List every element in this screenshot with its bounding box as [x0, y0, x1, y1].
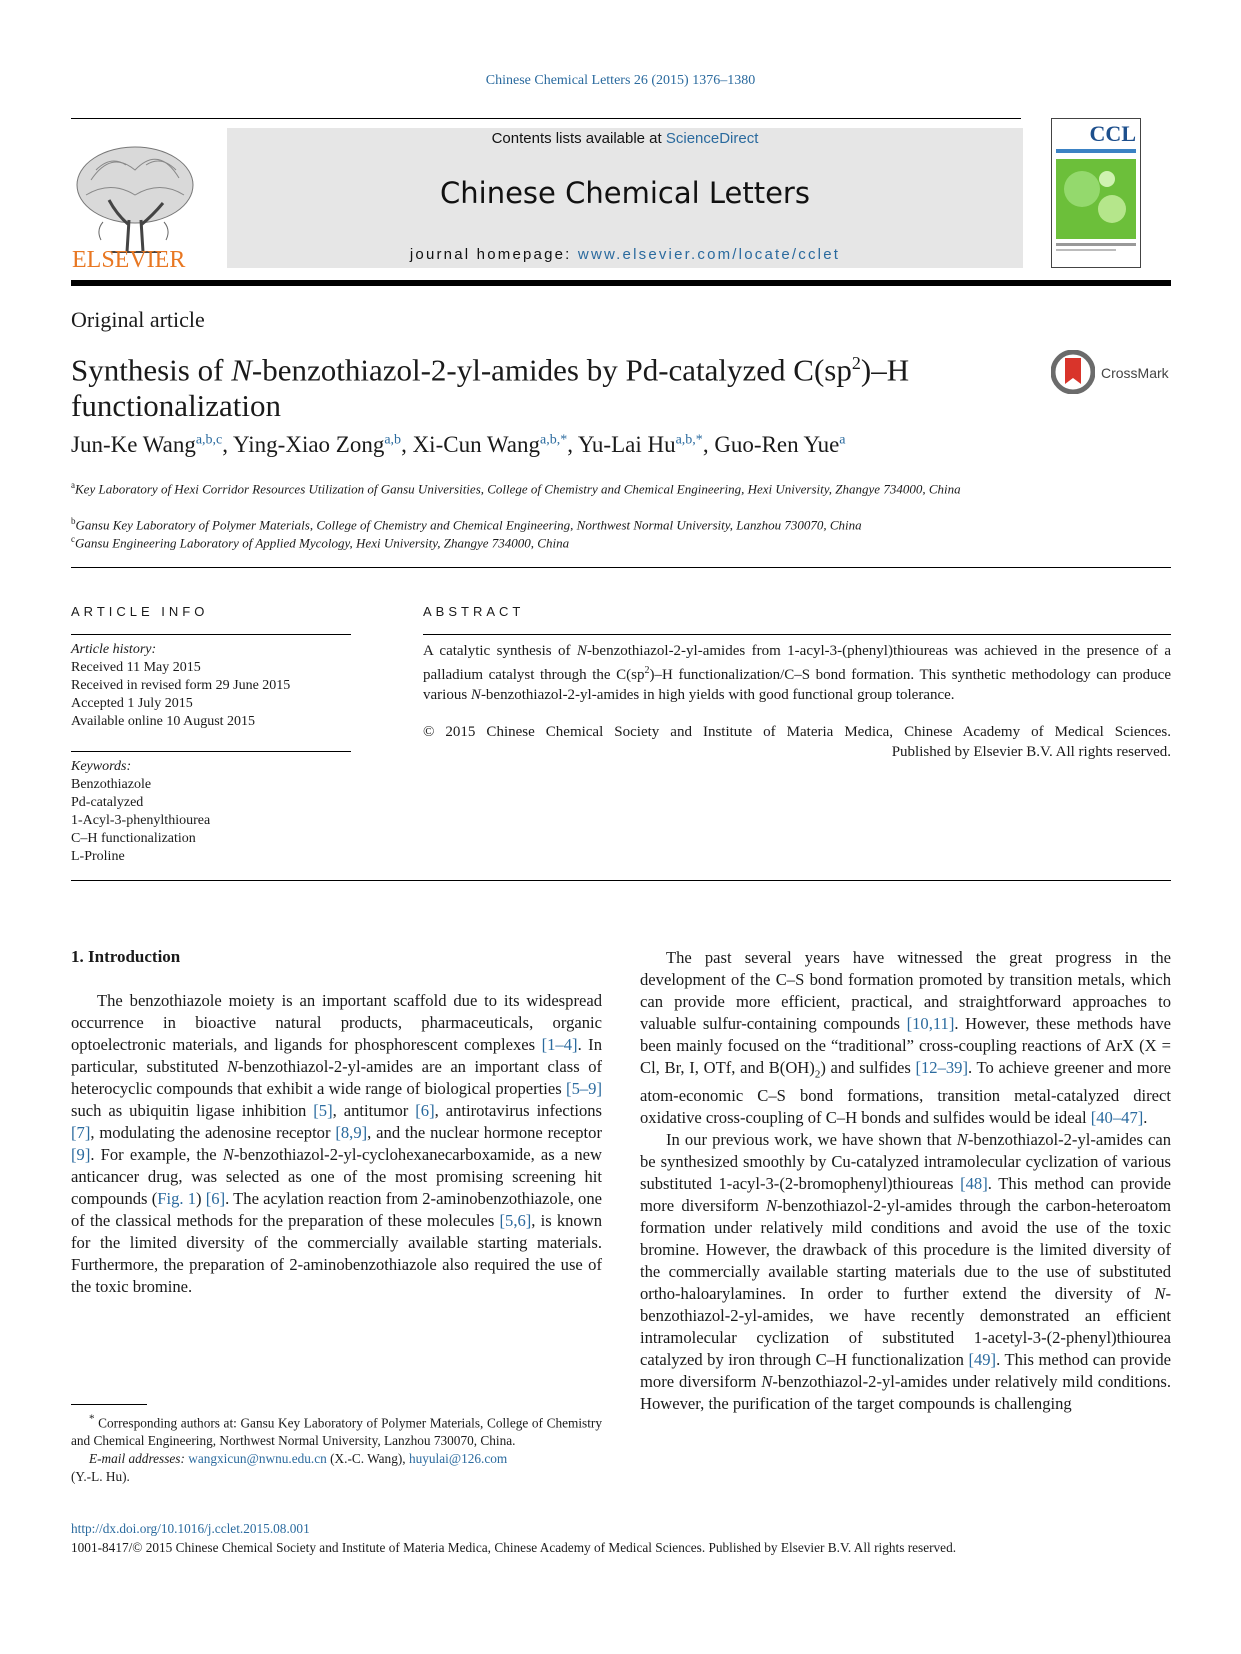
email-link[interactable]: huyulai@126.com [408, 1451, 508, 1467]
corresponding-author-footnote [71, 1410, 602, 1486]
italic-run: N [226, 1057, 239, 1076]
footnote-rule [71, 1404, 147, 1405]
text-run: -benzothiazol-2-yl-amides, we have recently demonstrated an efficient intramolecular cyclization of substituted 1-acetyl-3-(2-phenyl)thiourea catalyzed by iron through C–H functionalization [640, 1284, 1171, 1370]
text-run: , is known for the limited diversity of the commercially available starting materials. Furthermore, the preparation of 2-aminobenzothiazole also required the use of the toxic bromine. [71, 1211, 603, 1296]
crossmark-badge[interactable] [1051, 350, 1171, 398]
sciencedirect-link[interactable]: ScienceDirect [665, 130, 759, 147]
keywords-rule [71, 751, 351, 752]
text-run: . However, these methods have been mainly focused on the “traditional” cross-coupling reactions of ArX (X = Cl, Br, I, OTf, and B(OH) [640, 1014, 1171, 1077]
affil-mark: a [71, 480, 75, 490]
keyword: 1-Acyl-3-phenylthiourea [71, 813, 211, 828]
journal-reference-link[interactable]: Chinese Chemical Letters 26 (2015) 1376–1380 [485, 73, 756, 88]
article-history [71, 641, 361, 731]
copyright-line-2: Published by Elsevier B.V. All rights reserved. [891, 744, 1171, 760]
abstract-italic: N [470, 687, 481, 703]
issn-copyright: 1001-8417/© 2015 Chinese Chemical Society and Institute of Materia Medica, Chinese Academy of Medical Sciences. Published by Elsevier B.V. All rights reserved. [71, 1540, 957, 1555]
abstract-copyright [423, 722, 1171, 762]
keyword: Benzothiazole [71, 777, 152, 792]
section-heading-introduction: 1. Introduction [71, 947, 181, 966]
affil-text: Gansu Key Laboratory of Polymer Materials, College of Chemistry and Chemical Engineering, Northwest Normal University, Lanzhou 730070, China [75, 517, 862, 533]
text-run: -benzothiazol-2-yl-amides under relatively mild conditions. However, the purification of the target compounds is challenging [640, 1372, 1172, 1414]
citation-link[interactable]: [6] [415, 1101, 435, 1120]
body-column-right [640, 947, 1171, 1415]
italic-run: N [765, 1196, 778, 1216]
author-affil-mark[interactable]: a [839, 432, 846, 448]
text-run: -benzothiazol-2-yl-amides can be synthesized smoothly by Cu-catalyzed intramolecular cyclization of various substituted 1-acyl-3-(2-bromophenyl)thioureas [640, 1130, 1171, 1194]
text-run: . This method can provide more diversiform [640, 1350, 1171, 1392]
text-run: ) and sulfides [820, 1058, 916, 1077]
citation-link[interactable]: [5] [313, 1101, 333, 1120]
doi-link[interactable]: http://dx.doi.org/10.1016/j.cclet.2015.08.001 [71, 1521, 310, 1536]
text-run: , and the nuclear hormone receptor [367, 1123, 602, 1142]
history-item: Available online 10 August 2015 [71, 714, 256, 729]
text-run: . In particular, substituted [71, 1035, 603, 1076]
citation-link[interactable]: [7] [71, 1123, 91, 1142]
contents-prefix: Contents lists available at [491, 130, 666, 147]
subscript-run: 2 [814, 1068, 821, 1081]
body-paragraph [640, 947, 1171, 1129]
abstract-italic: N [576, 643, 587, 659]
abstract-run: -benzothiazol-2-yl-amides in high yields with good functional group tolerance. [480, 687, 955, 703]
citation-link[interactable]: [1–4] [541, 1035, 578, 1054]
affil-mark: b [71, 516, 76, 526]
text-run: . For example, the [90, 1145, 223, 1164]
citation-link[interactable]: Fig. 1 [157, 1189, 197, 1208]
italic-run: N [1154, 1284, 1166, 1304]
italic-run: N [761, 1372, 773, 1392]
journal-name: Chinese Chemical Letters [440, 176, 810, 210]
affil-mark: c [71, 534, 75, 544]
abstract-text [423, 641, 1171, 705]
title-sup: 2 [851, 353, 861, 373]
abstract-rule [423, 634, 1171, 635]
author-list: Jun-Ke Wang$^{a,b,c}$, Ying-Xiao Zong$^{a,b}$, Xi-Cun Wang$^{a,b,*}$, Yu-Lai $Hu^{a,b,*}$, Guo-Ren Yue$^a$ [71, 432, 846, 457]
history-item: Accepted 1 July 2015 [71, 696, 193, 711]
affil-text: Gansu Engineering Laboratory of Applied Mycology, Hexi University, Zhangye 734000, China [75, 535, 570, 551]
email-owner: (X.-C. Wang), [326, 1451, 409, 1467]
body-paragraph [640, 1129, 1171, 1415]
article-info-rule [71, 634, 351, 635]
title-italic: N [231, 352, 252, 388]
text-run: . This method can provide more diversiform [640, 1174, 1171, 1216]
keywords-label: Keywords: [71, 759, 132, 774]
text-run: The past several years have witnessed the great progress in the development of the C–S bond formation promoted by transition metals, which can provide more efficient, practical, and straightforward approaches to valuable sulfur-containing compounds [640, 948, 1171, 1033]
text-run: -benzothiazol-2-yl-amides are an important class of heterocyclic compounds that exhibit a wide range of biological properties [71, 1057, 603, 1098]
elsevier-wordmark: ELSEVIER [72, 247, 186, 273]
email-label: E-mail addresses: [89, 1451, 189, 1467]
text-run: . [1143, 1108, 1148, 1128]
citation-link[interactable]: [49] [968, 1350, 997, 1370]
homepage-line [227, 246, 1023, 263]
text-run: such as ubiquitin ligase inhibition [71, 1101, 314, 1120]
text-run: -benzothiazol-2-yl-amides through the carbon-heteroatom formation under relatively mild conditions and avoid the use of the toxic bromine. However, the drawback of this procedure is the limited diversity of the commercially available starting materials due to the use of substituted ortho-haloarylamines. In order to further extend the diversity of [640, 1196, 1171, 1304]
author-affil-mark[interactable]: a,b,* [675, 432, 703, 448]
citation-link[interactable]: [40–47] [1090, 1108, 1144, 1128]
citation-link[interactable]: [6] [205, 1189, 226, 1208]
author-name: Jun-Ke Wang [71, 432, 196, 457]
author-affil-mark[interactable]: a,b [384, 432, 402, 448]
citation-link[interactable]: [10,11] [906, 1014, 955, 1033]
title-text-1: Synthesis of [71, 352, 232, 388]
history-item: Received in revised form 29 June 2015 [71, 678, 291, 693]
article-title [71, 345, 1031, 424]
citation-link[interactable]: [8,9] [335, 1123, 368, 1142]
email-link[interactable]: wangxicun@nwnu.edu.cn [188, 1451, 327, 1467]
author-name: Guo-Ren Yue [714, 432, 840, 457]
keyword: L-Proline [71, 849, 125, 864]
homepage-link[interactable]: www.elsevier.com/locate/cclet [577, 246, 841, 263]
abstract-run: )–H functionalization/C–S bond formation. This synthetic methodology can produce various [423, 667, 1171, 703]
italic-run: N [956, 1130, 968, 1150]
text-run: -benzothiazol-2-yl-cyclohexanecarboxamide, as a new anticancer drug, was selected as one of the most promising screening hit compounds ( [71, 1145, 603, 1208]
text-run: . To achieve greener and more atom-economic C–S bond formations, transition metal-catalyzed direct oxidative cross-coupling of C–H bonds and sulfides would be ideal [640, 1058, 1171, 1128]
text-run: In our previous work, we have shown that [666, 1130, 957, 1150]
citation-link[interactable]: [12–39] [915, 1058, 969, 1077]
journal-cover-thumbnail [1051, 118, 1141, 268]
copyright-line-1: © 2015 Chinese Chemical Society and Institute of Materia Medica, Chinese Academy of Medical Sciences. [423, 724, 1171, 740]
affil-text: Key Laboratory of Hexi Corridor Resources Utilization of Gansu Universities, College of Chemistry and Chemical Engineering, Hexi University, Zhangye 734000, China [75, 481, 961, 497]
article-info-heading: ARTICLE INFO [71, 604, 209, 619]
contents-line [227, 130, 1023, 147]
text-run: The benzothiazole moiety is an important scaffold due to its widespread occurrence in bioactive natural products, pharmaceuticals, organic optoelectronic materials, and ligands for phosphorescent complexes [71, 991, 602, 1054]
footnote-text: Corresponding authors at: Gansu Key Laboratory of Polymer Materials, College of Chemistry and Chemical Engineering, Northwest Normal University, Lanzhou 730070, China. [71, 1415, 602, 1449]
body-paragraph [71, 990, 602, 1298]
text-run: . The acylation reaction from 2-aminobenzothiazole, one of the classical methods for the preparation of these molecules [71, 1189, 602, 1230]
section-rule [71, 567, 1171, 568]
section-rule-bottom [71, 880, 1171, 881]
text-run: , antirotavirus infections [434, 1101, 603, 1120]
citation-link[interactable]: [5,6] [499, 1211, 532, 1230]
body-column-left [71, 990, 602, 1298]
author-name: Xi-Cun Wang [412, 432, 540, 457]
citation-link[interactable]: [5–9] [566, 1079, 602, 1098]
keyword: Pd-catalyzed [71, 795, 144, 810]
cover-ccl-label: CCL [1089, 121, 1136, 146]
homepage-prefix: journal homepage: [409, 246, 578, 263]
crossmark-icon [1051, 350, 1095, 394]
masthead-thick-rule [71, 280, 1171, 286]
email-owner: (Y.-L. Hu). [71, 1469, 130, 1485]
citation-link[interactable]: [9] [71, 1145, 91, 1164]
affiliation-a [71, 476, 1071, 498]
citation-link[interactable]: [48] [960, 1174, 988, 1194]
abstract-sup: 2 [644, 665, 650, 676]
text-run: , modulating the adenosine receptor [90, 1123, 336, 1142]
footnote-mark: * [89, 1413, 95, 1425]
abstract-run: -benzothiazol-2-yl-amides from 1-acyl-3-(phenyl)thioureas was achieved in the presence of a palladium catalyst through the C(sp [423, 643, 1171, 683]
abstract-heading: ABSTRACT [423, 604, 525, 619]
text-run: , antitumor [332, 1101, 416, 1120]
title-text-3: )–H functionalization [71, 352, 910, 424]
abstract-run: A catalytic synthesis of [423, 643, 577, 659]
keywords-block [71, 758, 361, 866]
crossmark-label: CrossMark [1101, 365, 1169, 381]
history-item: Received 11 May 2015 [71, 660, 201, 675]
italic-run: N [222, 1145, 234, 1164]
author-affil-mark[interactable]: a,b,* [539, 432, 568, 448]
article-type: Original article [71, 307, 205, 332]
author-affil-mark[interactable]: a,b,c [195, 432, 223, 448]
history-label: Article history: [71, 642, 157, 657]
keyword: C–H functionalization [71, 831, 196, 846]
title-text-2: -benzothiazol-2-yl-amides by Pd-catalyzed C(sp [251, 352, 852, 388]
author-name: Yu-Lai Hu [577, 432, 676, 457]
text-run: ) [196, 1189, 206, 1208]
affiliation-c [71, 530, 1071, 552]
header-rule [71, 118, 1021, 119]
journal-masthead [227, 128, 1023, 268]
author-name: Ying-Xiao Zong [232, 432, 385, 457]
